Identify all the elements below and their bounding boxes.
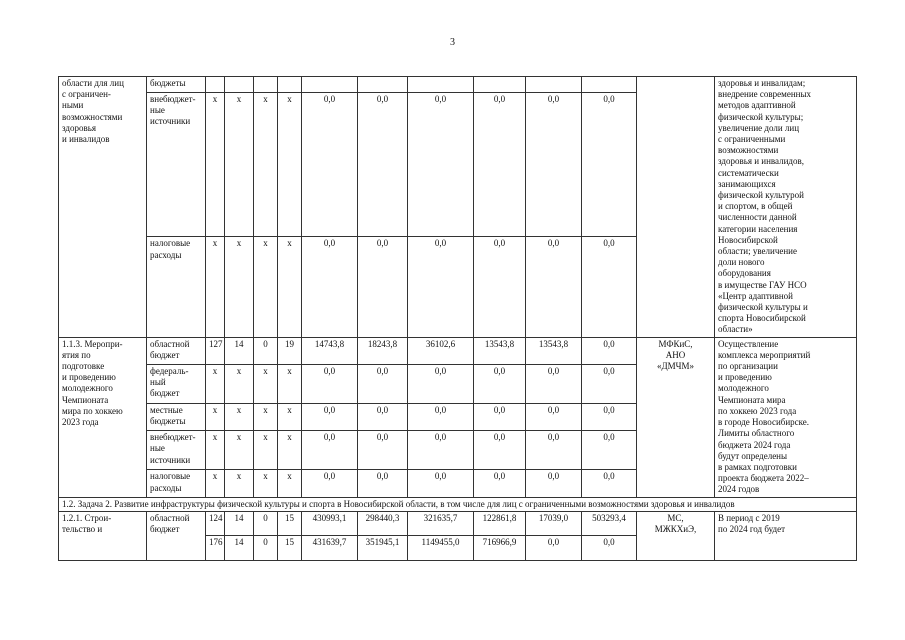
value-cell: 0,0 xyxy=(358,431,408,470)
value-cell: 15 xyxy=(278,536,302,561)
value-cell: 14 xyxy=(225,511,254,536)
task-heading: 1.2. Задача 2. Развитие инфраструктуры физической культуры и спорта в Новосибирской области, в том числе для лиц с ограниченными возможностями здоровья и инвалидов xyxy=(59,497,857,511)
activity-cell: 1.1.3. Меропри- ятия по подготовке и проведению молодежного Чемпионата мира по хоккею 2023 года xyxy=(59,337,147,497)
value-cell: 0,0 xyxy=(302,93,358,237)
value-cell: 0,0 xyxy=(408,404,474,431)
value-cell: х xyxy=(225,237,254,337)
value-cell: х xyxy=(225,404,254,431)
value-cell: 36102,6 xyxy=(408,337,474,364)
value-cell: х xyxy=(225,431,254,470)
value-cell: 14 xyxy=(225,536,254,561)
value-cell: х xyxy=(254,364,278,403)
value-cell: 18243,8 xyxy=(358,337,408,364)
value-cell: 176 xyxy=(206,536,225,561)
value-cell: 0,0 xyxy=(358,93,408,237)
value-cell: 0,0 xyxy=(582,364,637,403)
value-cell: 13543,8 xyxy=(526,337,582,364)
value-cell: х xyxy=(225,364,254,403)
funding-source-cell: областной бюджет xyxy=(147,511,206,560)
value-cell: 0,0 xyxy=(358,404,408,431)
value-cell: 0,0 xyxy=(474,237,526,337)
value-cell: х xyxy=(278,237,302,337)
value-cell: 0,0 xyxy=(582,93,637,237)
value-cell xyxy=(206,77,225,93)
value-cell: х xyxy=(254,470,278,497)
value-cell xyxy=(278,77,302,93)
value-cell: 0 xyxy=(254,337,278,364)
value-cell: 0,0 xyxy=(582,470,637,497)
activity-cell: 1.2.1. Строи- тельство и xyxy=(59,511,147,560)
value-cell: 0,0 xyxy=(358,470,408,497)
value-cell xyxy=(526,77,582,93)
value-cell: 431639,7 xyxy=(302,536,358,561)
page-number: 3 xyxy=(450,37,455,48)
executor-cell: МФКиС, АНО «ДМЧМ» xyxy=(637,337,715,497)
value-cell: 0,0 xyxy=(302,470,358,497)
value-cell: 0,0 xyxy=(474,93,526,237)
value-cell xyxy=(582,77,637,93)
value-cell: 0,0 xyxy=(408,431,474,470)
executor-cell xyxy=(637,77,715,338)
value-cell: х xyxy=(206,404,225,431)
value-cell: 0,0 xyxy=(358,364,408,403)
value-cell: 0,0 xyxy=(408,364,474,403)
value-cell: х xyxy=(254,431,278,470)
value-cell: х xyxy=(206,93,225,237)
value-cell: 17039,0 xyxy=(526,511,582,536)
value-cell: х xyxy=(278,93,302,237)
value-cell: 13543,8 xyxy=(474,337,526,364)
expected-result-cell: Осуществление комплекса мероприятий по организации и проведению молодежного Чемпионата мира по хоккею 2023 года в городе Новосибирске. Лимиты областного бюджета 2024 года будут определены в рамках подготовки проекта бюджета 2022– 2024 годов xyxy=(715,337,857,497)
value-cell: 0,0 xyxy=(302,237,358,337)
value-cell: 0,0 xyxy=(526,431,582,470)
table-row xyxy=(59,77,857,93)
value-cell: 127 xyxy=(206,337,225,364)
value-cell: 0,0 xyxy=(526,536,582,561)
value-cell: 0,0 xyxy=(408,237,474,337)
funding-source-cell: федераль- ный бюджет xyxy=(147,364,206,403)
task-row xyxy=(59,497,857,511)
value-cell: 0,0 xyxy=(474,404,526,431)
value-cell: 0,0 xyxy=(302,404,358,431)
value-cell xyxy=(358,77,408,93)
value-cell: 0,0 xyxy=(582,337,637,364)
value-cell: х xyxy=(206,237,225,337)
value-cell: 0,0 xyxy=(408,470,474,497)
value-cell: 430993,1 xyxy=(302,511,358,536)
value-cell: х xyxy=(225,93,254,237)
value-cell: х xyxy=(206,470,225,497)
executor-cell: МС, МЖКХиЭ, xyxy=(637,511,715,560)
value-cell: 0 xyxy=(254,511,278,536)
value-cell: 124 xyxy=(206,511,225,536)
funding-source-cell: областной бюджет xyxy=(147,337,206,364)
value-cell xyxy=(254,77,278,93)
value-cell: 0,0 xyxy=(582,404,637,431)
funding-source-cell: налоговые расходы xyxy=(147,237,206,337)
table-row xyxy=(59,337,857,364)
value-cell: х xyxy=(206,431,225,470)
value-cell: 0,0 xyxy=(526,93,582,237)
value-cell: 14 xyxy=(225,337,254,364)
funding-source-cell: местные бюджеты xyxy=(147,404,206,431)
value-cell: х xyxy=(254,237,278,337)
value-cell: 321635,7 xyxy=(408,511,474,536)
value-cell: 0,0 xyxy=(474,431,526,470)
value-cell: 0,0 xyxy=(302,431,358,470)
value-cell xyxy=(474,77,526,93)
value-cell: 0,0 xyxy=(526,404,582,431)
program-activities-table xyxy=(58,76,857,561)
value-cell: 716966,9 xyxy=(474,536,526,561)
value-cell: х xyxy=(278,364,302,403)
value-cell: 1149455,0 xyxy=(408,536,474,561)
value-cell: 351945,1 xyxy=(358,536,408,561)
value-cell: 0,0 xyxy=(582,237,637,337)
value-cell: х xyxy=(206,364,225,403)
value-cell: 0 xyxy=(254,536,278,561)
value-cell: 0,0 xyxy=(582,431,637,470)
value-cell xyxy=(225,77,254,93)
value-cell: х xyxy=(278,470,302,497)
value-cell: х xyxy=(278,404,302,431)
value-cell: х xyxy=(225,470,254,497)
value-cell: 0,0 xyxy=(582,536,637,561)
value-cell: 0,0 xyxy=(474,364,526,403)
funding-source-cell: внебюджет- ные источники xyxy=(147,431,206,470)
expected-result-cell: В период с 2019 по 2024 год будет xyxy=(715,511,857,560)
value-cell: 19 xyxy=(278,337,302,364)
funding-source-cell: налоговые расходы xyxy=(147,470,206,497)
value-cell xyxy=(302,77,358,93)
value-cell: 0,0 xyxy=(408,93,474,237)
funding-source-cell: внебюджет- ные источники xyxy=(147,93,206,237)
value-cell: 298440,3 xyxy=(358,511,408,536)
value-cell: 122861,8 xyxy=(474,511,526,536)
value-cell: 0,0 xyxy=(526,364,582,403)
value-cell: 0,0 xyxy=(302,364,358,403)
value-cell: 0,0 xyxy=(526,237,582,337)
value-cell: х xyxy=(254,93,278,237)
value-cell: 14743,8 xyxy=(302,337,358,364)
value-cell: х xyxy=(278,431,302,470)
funding-source-cell: бюджеты xyxy=(147,77,206,93)
value-cell: 0,0 xyxy=(526,470,582,497)
expected-result-cell: здоровья и инвалидам; внедрение современных методов адаптивной физической культуры; увеличение доли лиц с ограниченными возможностями здоровья и инвалидов, систематически занимающихся физической культурой и спортом, в общей численности данной категории населения Новосибирской области; увеличение доли нового оборудования в имуществе ГАУ НСО «Центр адаптивной физической культуры и спорта Новосибирской области» xyxy=(715,77,857,338)
value-cell: 0,0 xyxy=(474,470,526,497)
value-cell: 0,0 xyxy=(358,237,408,337)
value-cell: 15 xyxy=(278,511,302,536)
value-cell: х xyxy=(254,404,278,431)
table-row xyxy=(59,511,857,536)
value-cell: 503293,4 xyxy=(582,511,637,536)
activity-cell: области для лиц с ограничен- ными возможностями здоровья и инвалидов xyxy=(59,77,147,338)
value-cell xyxy=(408,77,474,93)
